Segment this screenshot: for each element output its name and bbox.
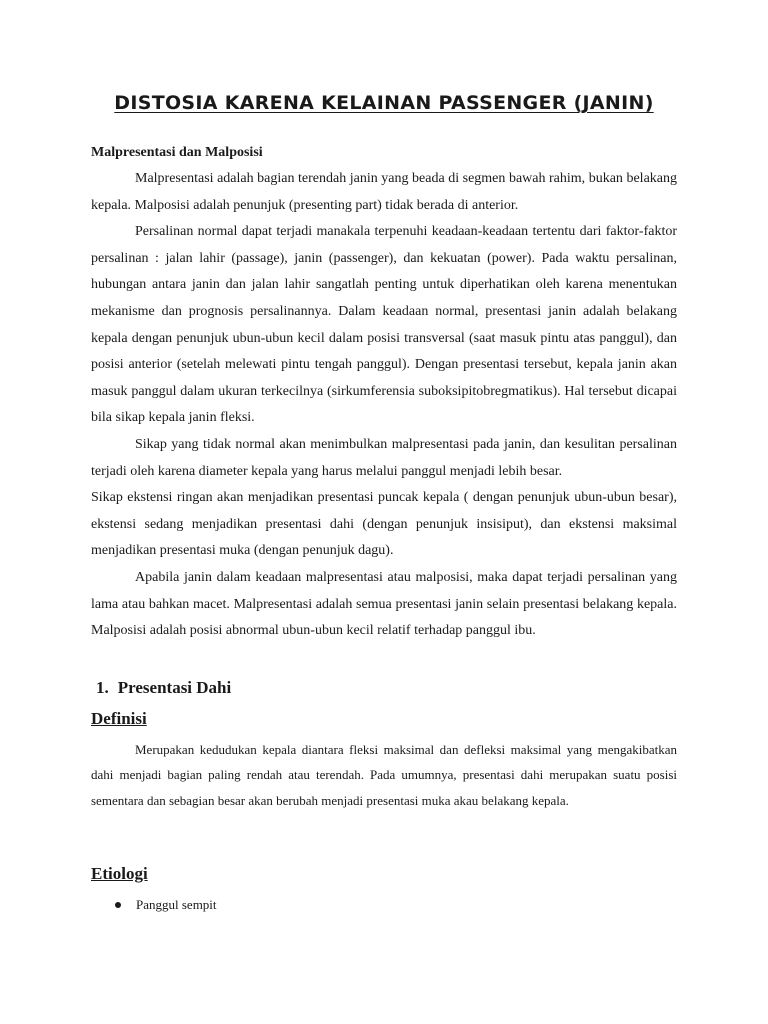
section-heading [96, 678, 231, 698]
paragraph: Malpresentasi adalah bagian terendah janin yang beada di segmen bawah rahim, bukan belakang kepala. Malposisi adalah penunjuk (presenting part) tidak berada di anterior. [91, 171, 677, 213]
paragraph: Sikap ekstensi ringan akan menjadikan presentasi puncak kepala ( dengan penunjuk ubun-ubun besar), ekstensi sedang menjadikan presentasi dahi (dengan penunjuk insisiput), dan ekstensi maksimal menjadikan presentasi muka (dengan penunjuk dagu). [91, 490, 677, 559]
etiologi-heading: Etiologi [91, 864, 148, 883]
intro-heading: Malpresentasi dan Malposisi [91, 145, 263, 160]
document-title: DISTOSIA KARENA KELAINAN PASSENGER (JANIN) [114, 92, 654, 114]
intro-section [91, 140, 677, 645]
list-item-text: Panggul sempit [136, 897, 217, 912]
bullet-icon [115, 902, 121, 908]
section-number: 1. [96, 678, 109, 697]
paragraph: Persalinan normal dapat terjadi manakala terpenuhi keadaan-keadaan tertentu dari faktor-faktor persalinan : jalan lahir (passage), janin (passenger), dan kekuatan (power). Pada waktu persalinan, hubungan antara janin dan jalan lahir sangatlah penting untuk diperhatikan oleh karena menentukan mekanisme dan prognosis persalinannya. Dalam keadaan normal, presentasi janin adalah belakang kepala dengan penunjuk ubun-ubun kecil dalam posisi transversal (saat masuk pintu atas panggul), dan posisi anterior (setelah melewati pintu tengah panggul). Dengan presentasi tersebut, kepala janin akan masuk panggul dalam ukuran terkecilnya (sirkumferensia suboksipitobregmatikus). Hal tersebut dicapai bila sikap kepala janin fleksi. [91, 224, 677, 426]
definisi-heading: Definisi [91, 709, 147, 728]
paragraph: Sikap yang tidak normal akan menimbulkan malpresentasi pada janin, dan kesulitan persalinan terjadi oleh karena diameter kepala yang harus melalui panggul menjadi lebih besar. [91, 436, 677, 479]
definisi-text: Merupakan kedudukan kepala diantara fleksi maksimal dan defleksi maksimal yang mengakibatkan dahi menjadi bagian paling rendah atau terendah. Pada umumnya, presentasi dahi merupakan suatu posisi sementara dan sebagian besar akan berubah menjadi presentasi muka akau belakang kepala. [91, 742, 677, 808]
list-item [115, 895, 217, 915]
section-title-text: Presentasi Dahi [117, 678, 232, 697]
paragraph: Apabila janin dalam keadaan malpresentasi atau malposisi, maka dapat terjadi persalinan yang lama atau bahkan macet. Malpresentasi adalah semua presentasi janin selain presentasi belakang kepala. Malposisi adalah posisi abnormal ubun-ubun kecil relatif terhadap panggul ibu. [91, 569, 677, 639]
etiologi-list [115, 895, 217, 915]
